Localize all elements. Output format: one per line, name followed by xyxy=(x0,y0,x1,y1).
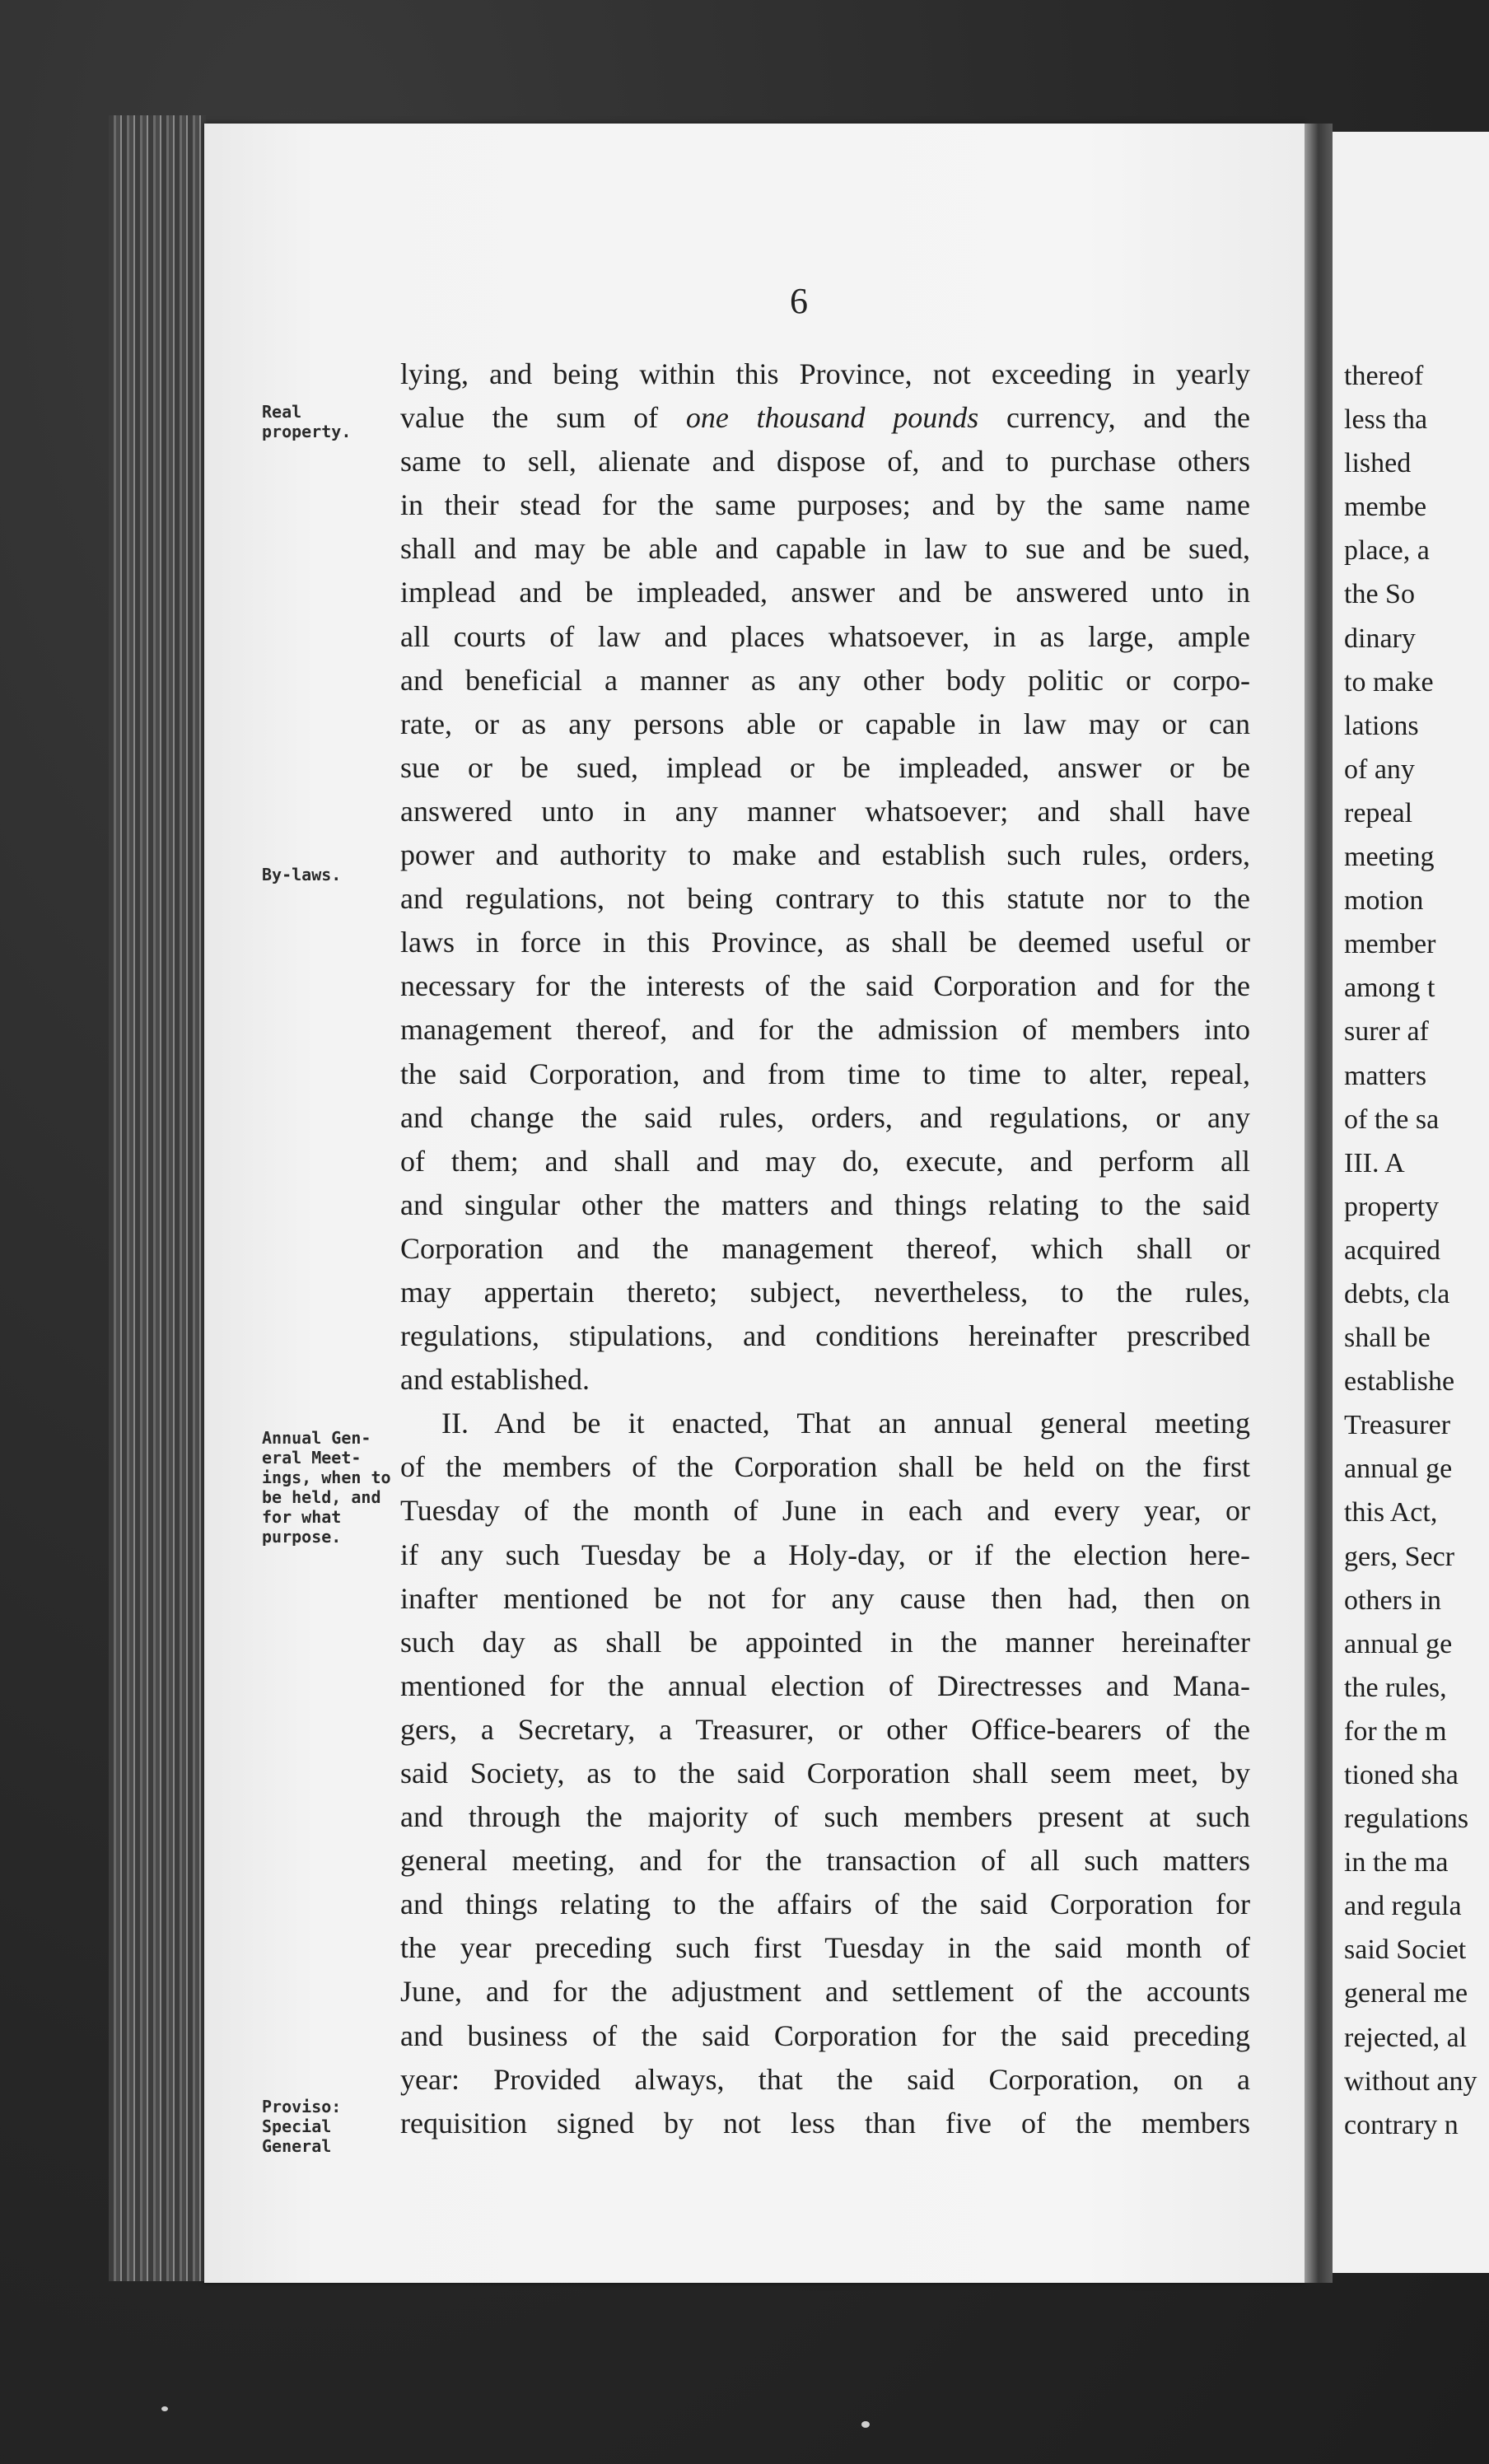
right-page-line: lished xyxy=(1344,448,1412,479)
text-line: rate, or as any persons able or capable in law may or can xyxy=(400,707,1250,740)
right-page-line: for the m xyxy=(1344,1715,1447,1747)
margin-note-line: ings, when to xyxy=(262,1468,391,1487)
text-line: inafter mentioned be not for any cause then had, then on xyxy=(400,1581,1250,1615)
margin-note-line: By-laws. xyxy=(262,865,342,884)
page-number: 6 xyxy=(790,281,808,321)
right-page-line: member xyxy=(1344,929,1436,960)
italic-phrase: one thousand pounds xyxy=(685,401,979,435)
right-page-line: membe xyxy=(1344,492,1427,523)
right-page-line: lations xyxy=(1344,710,1419,741)
text-line: June, and for the adjustment and settlement of the accounts xyxy=(400,1975,1250,2009)
right-page-line: debts, cla xyxy=(1344,1278,1450,1309)
text-line: if any such Tuesday be a Holy-day, or if the election here- xyxy=(400,1538,1250,1571)
text-line: answered unto in any manner whatsoever; and shall have xyxy=(400,794,1250,828)
right-page-line: without any xyxy=(1344,2065,1477,2097)
right-page-line: others in xyxy=(1344,1584,1442,1616)
right-page-line: this Act, xyxy=(1344,1497,1438,1528)
text-line: and through the majority of such members present at such xyxy=(400,1800,1250,1834)
text-line: the year preceding such first Tuesday in the said month of xyxy=(400,1931,1250,1965)
margin-note-line: General xyxy=(262,2136,332,2156)
text-line: same to sell, alienate and dispose of, and to purchase others xyxy=(400,445,1250,478)
text-line: sue or be sued, implead or be impleaded, answer or be xyxy=(400,750,1250,784)
page-edge-stack xyxy=(109,115,206,2281)
text-line: mentioned for the annual election of Directresses and Mana- xyxy=(400,1668,1250,1702)
text-line: regulations, stipulations, and conditions hereinafter prescribed xyxy=(400,1319,1250,1353)
right-page-line: motion xyxy=(1344,885,1424,917)
margin-note-line: Special xyxy=(262,2116,332,2136)
margin-note-by-laws xyxy=(262,865,341,884)
text-line: laws in force in this Province, as shall be deemed useful or xyxy=(400,926,1250,959)
text-line: gers, a Secretary, a Treasurer, or other Office-bearers of the xyxy=(400,1712,1250,1746)
right-page-line: matters xyxy=(1344,1060,1427,1091)
main-body-text xyxy=(400,352,1250,2145)
right-page-line: thereof xyxy=(1344,361,1424,391)
margin-note-proviso xyxy=(262,2097,341,2156)
margin-note-real-property xyxy=(262,402,351,441)
margin-note-line: Annual Gen- xyxy=(262,1428,371,1448)
right-page-line: and regula xyxy=(1344,1891,1462,1922)
text-line: in their stead for the same purposes; and by the same name xyxy=(400,488,1250,522)
text-line: implead and be impleaded, answer and be answered unto in xyxy=(400,576,1250,609)
text-line: general meeting, and for the transaction of all such matters xyxy=(400,1844,1250,1878)
right-page-line: surer af xyxy=(1344,1016,1429,1048)
text-line: of the members of the Corporation shall be held on the first xyxy=(400,1450,1250,1484)
right-page-line: III. A xyxy=(1344,1147,1405,1178)
right-page-line: rejected, al xyxy=(1344,2022,1468,2053)
right-page-line: property xyxy=(1344,1191,1440,1222)
right-page-line: gers, Secr xyxy=(1344,1541,1455,1572)
margin-note-annual-meetings xyxy=(262,1428,391,1547)
right-page-line: general me xyxy=(1344,1978,1468,2009)
text-line: II. And be it enacted, That an annual general meeting xyxy=(441,1407,1250,1440)
right-page-line: among t xyxy=(1344,973,1435,1004)
text-line: year: Provided always, that the said Corporation, on a xyxy=(400,2062,1250,2096)
margin-note-line: for what xyxy=(262,1507,342,1527)
right-page-line: regulations xyxy=(1344,1804,1469,1835)
text-line: management thereof, and for the admission of members into xyxy=(400,1013,1250,1047)
text-line: Corporation and the management thereof, which shall or xyxy=(400,1231,1250,1265)
text-line: and beneficial a manner as any other body politic or corpo- xyxy=(400,663,1250,697)
right-page-line: shall be xyxy=(1344,1323,1431,1354)
text-line: value the sum of one thousand pounds currency, and the xyxy=(400,401,1250,435)
text-line: and business of the said Corporation for the said preceding xyxy=(400,2018,1250,2052)
text-line: lying, and being within this Province, not exceeding in yearly xyxy=(400,357,1250,390)
text-line: Tuesday of the month of June in each and every year, or xyxy=(400,1494,1250,1528)
right-page-line: meeting xyxy=(1344,842,1435,873)
right-page-line: said Societ xyxy=(1344,1934,1467,1966)
text-line: said Society, as to the said Corporation shall seem meet, by xyxy=(400,1757,1250,1790)
right-page-line: Treasurer xyxy=(1344,1410,1451,1441)
text-line: and singular other the matters and things relating to the said xyxy=(400,1188,1250,1221)
text-line: such day as shall be appointed in the manner hereinafter xyxy=(400,1625,1250,1659)
margin-note-line: purpose. xyxy=(262,1527,342,1547)
text-line: requisition signed by not less than five of the members xyxy=(400,2106,1250,2140)
text-line: and change the said rules, orders, and regulations, or any xyxy=(400,1100,1250,1134)
text-line: and things relating to the affairs of the said Corporation for xyxy=(400,1888,1250,1921)
scan-speck xyxy=(161,2406,168,2411)
text-line: the said Corporation, and from time to time to alter, repeal, xyxy=(400,1057,1250,1090)
right-page-line: place, a xyxy=(1344,535,1430,567)
text-line: and regulations, not being contrary to this statute nor to the xyxy=(400,882,1250,916)
text-line: shall and may be able and capable in law to sue and be sued, xyxy=(400,532,1250,566)
right-page-line: acquired xyxy=(1344,1234,1441,1266)
right-page-line: less tha xyxy=(1344,404,1428,436)
text-line: and established. xyxy=(400,1363,590,1397)
margin-note-line: be held, and xyxy=(262,1487,381,1507)
text-line: all courts of law and places whatsoever, in as large, ample xyxy=(400,619,1250,653)
margin-note-line: property. xyxy=(262,422,352,441)
right-page-line: repeal xyxy=(1344,797,1413,828)
text-line: necessary for the interests of the said Corporation and for the xyxy=(400,969,1250,1003)
text-line: power and authority to make and establish such rules, orders, xyxy=(400,838,1250,872)
margin-note-line: eral Meet- xyxy=(262,1448,362,1468)
right-page-line: dinary xyxy=(1344,623,1416,654)
right-page-line: of the sa xyxy=(1344,1104,1440,1135)
right-page-text xyxy=(1344,354,1489,2147)
book-gutter xyxy=(1305,124,1333,2283)
right-page-line: annual ge xyxy=(1344,1628,1453,1659)
right-page-line: to make xyxy=(1344,666,1434,698)
right-page-line: the rules, xyxy=(1344,1672,1447,1703)
right-page-line: annual ge xyxy=(1344,1454,1453,1485)
scan-speck xyxy=(861,2421,870,2428)
margin-note-line: Proviso: xyxy=(262,2097,342,2116)
text-line: of them; and shall and may do, execute, and perform all xyxy=(400,1144,1250,1178)
right-page-line: the So xyxy=(1344,579,1415,610)
text-line: may appertain thereto; subject, nevertheless, to the rules, xyxy=(400,1275,1250,1309)
right-page-line: tioned sha xyxy=(1344,1760,1459,1790)
right-page-line: of any xyxy=(1344,754,1415,785)
right-page-line: establishe xyxy=(1344,1366,1455,1398)
right-page-line: in the ma xyxy=(1344,1847,1449,1878)
margin-note-line: Real xyxy=(262,402,302,422)
right-page-line: contrary n xyxy=(1344,2109,1459,2140)
